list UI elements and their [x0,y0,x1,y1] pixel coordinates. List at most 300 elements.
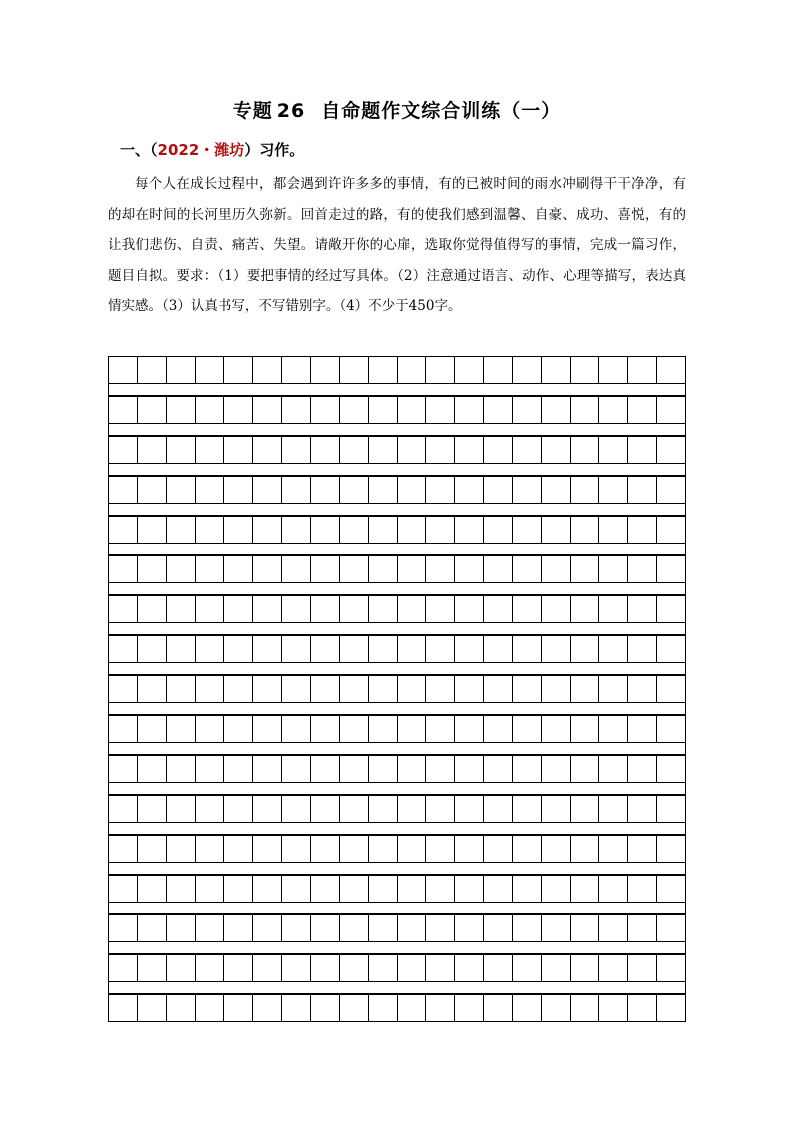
writing-cell[interactable] [282,596,311,623]
writing-cell[interactable] [196,437,225,464]
writing-cell[interactable] [340,756,369,783]
writing-cell[interactable] [138,955,167,982]
writing-cell[interactable] [628,836,657,863]
writing-cell[interactable] [224,876,253,903]
writing-cell[interactable] [657,836,686,863]
writing-cell[interactable] [571,915,600,942]
writing-cell[interactable] [196,836,225,863]
writing-cell[interactable] [398,357,427,384]
writing-cell[interactable] [599,955,628,982]
writing-cell[interactable] [455,397,484,424]
writing-cell[interactable] [340,517,369,544]
writing-cell[interactable] [599,596,628,623]
writing-cell[interactable] [253,995,282,1022]
writing-cell[interactable] [138,556,167,583]
writing-cell[interactable] [138,836,167,863]
writing-cell[interactable] [138,716,167,743]
writing-cell[interactable] [311,955,340,982]
writing-cell[interactable] [340,995,369,1022]
writing-cell[interactable] [109,556,138,583]
writing-cell[interactable] [253,716,282,743]
writing-cell[interactable] [167,636,196,663]
writing-cell[interactable] [138,517,167,544]
writing-cell[interactable] [369,437,398,464]
writing-cell[interactable] [167,437,196,464]
writing-cell[interactable] [167,796,196,823]
writing-cell[interactable] [542,596,571,623]
writing-cell[interactable] [542,796,571,823]
writing-cell[interactable] [599,876,628,903]
writing-cell[interactable] [628,556,657,583]
writing-cell[interactable] [138,876,167,903]
writing-cell[interactable] [426,636,455,663]
writing-cell[interactable] [253,596,282,623]
writing-grid[interactable] [108,356,686,1034]
writing-cell[interactable] [455,955,484,982]
writing-cell[interactable] [138,995,167,1022]
writing-cell[interactable] [340,357,369,384]
writing-cell[interactable] [542,915,571,942]
writing-cell[interactable] [657,477,686,504]
writing-cell[interactable] [484,477,513,504]
writing-cell[interactable] [426,517,455,544]
writing-cell[interactable] [398,716,427,743]
writing-cell[interactable] [426,995,455,1022]
writing-cell[interactable] [369,995,398,1022]
writing-cell[interactable] [138,397,167,424]
writing-cell[interactable] [138,676,167,703]
writing-cell[interactable] [109,636,138,663]
writing-cell[interactable] [513,915,542,942]
writing-cell[interactable] [571,836,600,863]
writing-cell[interactable] [196,357,225,384]
writing-cell[interactable] [224,556,253,583]
writing-cell[interactable] [369,477,398,504]
writing-cell[interactable] [542,836,571,863]
writing-cell[interactable] [311,357,340,384]
writing-cell[interactable] [340,676,369,703]
writing-cell[interactable] [167,876,196,903]
writing-cell[interactable] [542,437,571,464]
writing-cell[interactable] [571,756,600,783]
writing-cell[interactable] [426,915,455,942]
writing-cell[interactable] [167,756,196,783]
writing-cell[interactable] [369,876,398,903]
writing-cell[interactable] [340,876,369,903]
writing-cell[interactable] [455,796,484,823]
writing-cell[interactable] [138,357,167,384]
writing-cell[interactable] [484,636,513,663]
writing-cell[interactable] [455,836,484,863]
writing-cell[interactable] [599,636,628,663]
writing-cell[interactable] [542,995,571,1022]
writing-cell[interactable] [513,676,542,703]
writing-cell[interactable] [513,636,542,663]
writing-cell[interactable] [657,437,686,464]
writing-cell[interactable] [167,357,196,384]
writing-cell[interactable] [628,636,657,663]
writing-cell[interactable] [224,836,253,863]
writing-cell[interactable] [628,437,657,464]
writing-cell[interactable] [340,596,369,623]
writing-cell[interactable] [484,397,513,424]
writing-cell[interactable] [224,517,253,544]
writing-cell[interactable] [542,477,571,504]
writing-cell[interactable] [398,756,427,783]
writing-cell[interactable] [542,357,571,384]
writing-cell[interactable] [513,995,542,1022]
writing-cell[interactable] [167,836,196,863]
writing-cell[interactable] [282,876,311,903]
writing-cell[interactable] [369,756,398,783]
writing-cell[interactable] [513,477,542,504]
writing-cell[interactable] [369,556,398,583]
writing-cell[interactable] [571,636,600,663]
writing-cell[interactable] [542,876,571,903]
writing-cell[interactable] [340,477,369,504]
writing-cell[interactable] [282,836,311,863]
writing-cell[interactable] [224,716,253,743]
writing-cell[interactable] [484,836,513,863]
writing-cell[interactable] [513,836,542,863]
writing-cell[interactable] [311,915,340,942]
writing-cell[interactable] [484,676,513,703]
writing-cell[interactable] [398,796,427,823]
writing-cell[interactable] [138,437,167,464]
writing-cell[interactable] [369,596,398,623]
writing-cell[interactable] [340,636,369,663]
writing-cell[interactable] [657,517,686,544]
writing-cell[interactable] [253,756,282,783]
writing-cell[interactable] [426,955,455,982]
writing-cell[interactable] [542,716,571,743]
writing-cell[interactable] [599,995,628,1022]
writing-cell[interactable] [398,676,427,703]
writing-cell[interactable] [282,397,311,424]
writing-cell[interactable] [311,397,340,424]
writing-cell[interactable] [253,397,282,424]
writing-cell[interactable] [542,517,571,544]
writing-cell[interactable] [253,876,282,903]
writing-cell[interactable] [426,676,455,703]
writing-cell[interactable] [224,596,253,623]
writing-cell[interactable] [599,676,628,703]
writing-cell[interactable] [513,955,542,982]
writing-cell[interactable] [571,796,600,823]
writing-cell[interactable] [599,437,628,464]
writing-cell[interactable] [109,676,138,703]
writing-cell[interactable] [167,995,196,1022]
writing-cell[interactable] [455,437,484,464]
writing-cell[interactable] [484,596,513,623]
writing-cell[interactable] [282,676,311,703]
writing-cell[interactable] [282,756,311,783]
writing-cell[interactable] [369,636,398,663]
writing-cell[interactable] [167,676,196,703]
writing-cell[interactable] [311,796,340,823]
writing-cell[interactable] [282,477,311,504]
writing-cell[interactable] [224,915,253,942]
writing-cell[interactable] [196,756,225,783]
writing-cell[interactable] [398,636,427,663]
writing-cell[interactable] [311,556,340,583]
writing-cell[interactable] [253,636,282,663]
writing-cell[interactable] [426,716,455,743]
writing-cell[interactable] [571,437,600,464]
writing-cell[interactable] [311,876,340,903]
writing-cell[interactable] [196,517,225,544]
writing-cell[interactable] [657,397,686,424]
writing-cell[interactable] [628,995,657,1022]
writing-cell[interactable] [628,357,657,384]
writing-cell[interactable] [253,477,282,504]
writing-cell[interactable] [455,556,484,583]
writing-cell[interactable] [599,397,628,424]
writing-cell[interactable] [167,716,196,743]
writing-cell[interactable] [657,556,686,583]
writing-cell[interactable] [455,716,484,743]
writing-cell[interactable] [311,596,340,623]
writing-cell[interactable] [571,955,600,982]
writing-cell[interactable] [455,517,484,544]
writing-cell[interactable] [455,357,484,384]
writing-cell[interactable] [253,676,282,703]
writing-cell[interactable] [369,397,398,424]
writing-cell[interactable] [513,556,542,583]
writing-cell[interactable] [167,477,196,504]
writing-cell[interactable] [426,357,455,384]
writing-cell[interactable] [628,915,657,942]
writing-cell[interactable] [628,397,657,424]
writing-cell[interactable] [224,955,253,982]
writing-cell[interactable] [224,756,253,783]
writing-cell[interactable] [542,756,571,783]
writing-cell[interactable] [484,756,513,783]
writing-cell[interactable] [542,955,571,982]
writing-cell[interactable] [196,556,225,583]
writing-cell[interactable] [282,636,311,663]
writing-cell[interactable] [513,437,542,464]
writing-cell[interactable] [657,636,686,663]
writing-cell[interactable] [138,796,167,823]
writing-cell[interactable] [484,437,513,464]
writing-cell[interactable] [282,437,311,464]
writing-cell[interactable] [455,915,484,942]
writing-cell[interactable] [196,955,225,982]
writing-cell[interactable] [398,477,427,504]
writing-cell[interactable] [282,556,311,583]
writing-cell[interactable] [224,995,253,1022]
writing-cell[interactable] [138,477,167,504]
writing-cell[interactable] [109,995,138,1022]
writing-cell[interactable] [628,596,657,623]
writing-cell[interactable] [426,397,455,424]
writing-cell[interactable] [196,876,225,903]
writing-cell[interactable] [455,676,484,703]
writing-cell[interactable] [224,676,253,703]
writing-cell[interactable] [628,955,657,982]
writing-cell[interactable] [657,756,686,783]
writing-cell[interactable] [571,477,600,504]
writing-cell[interactable] [340,915,369,942]
writing-cell[interactable] [484,716,513,743]
writing-cell[interactable] [571,995,600,1022]
writing-cell[interactable] [426,437,455,464]
writing-cell[interactable] [513,756,542,783]
writing-cell[interactable] [138,636,167,663]
writing-cell[interactable] [571,676,600,703]
writing-cell[interactable] [311,517,340,544]
writing-cell[interactable] [340,836,369,863]
writing-cell[interactable] [599,716,628,743]
writing-cell[interactable] [484,876,513,903]
writing-cell[interactable] [657,357,686,384]
writing-cell[interactable] [109,756,138,783]
writing-cell[interactable] [167,596,196,623]
writing-cell[interactable] [513,397,542,424]
writing-cell[interactable] [542,636,571,663]
writing-cell[interactable] [138,915,167,942]
writing-cell[interactable] [224,477,253,504]
writing-cell[interactable] [253,437,282,464]
writing-cell[interactable] [657,716,686,743]
writing-cell[interactable] [196,636,225,663]
writing-cell[interactable] [628,676,657,703]
writing-cell[interactable] [109,716,138,743]
writing-cell[interactable] [628,796,657,823]
writing-cell[interactable] [599,556,628,583]
writing-cell[interactable] [224,796,253,823]
writing-cell[interactable] [398,876,427,903]
writing-cell[interactable] [196,796,225,823]
writing-cell[interactable] [571,596,600,623]
writing-cell[interactable] [513,796,542,823]
writing-cell[interactable] [167,915,196,942]
writing-cell[interactable] [109,477,138,504]
writing-cell[interactable] [196,477,225,504]
writing-cell[interactable] [311,477,340,504]
writing-cell[interactable] [282,915,311,942]
writing-cell[interactable] [369,836,398,863]
writing-cell[interactable] [599,756,628,783]
writing-cell[interactable] [282,796,311,823]
writing-cell[interactable] [657,955,686,982]
writing-cell[interactable] [196,596,225,623]
writing-cell[interactable] [455,876,484,903]
writing-cell[interactable] [109,596,138,623]
writing-cell[interactable] [282,995,311,1022]
writing-cell[interactable] [340,955,369,982]
writing-cell[interactable] [571,556,600,583]
writing-cell[interactable] [109,915,138,942]
writing-cell[interactable] [282,716,311,743]
writing-cell[interactable] [224,636,253,663]
writing-cell[interactable] [253,556,282,583]
writing-cell[interactable] [657,915,686,942]
writing-cell[interactable] [340,796,369,823]
writing-cell[interactable] [455,596,484,623]
writing-cell[interactable] [628,477,657,504]
writing-cell[interactable] [253,836,282,863]
writing-cell[interactable] [484,556,513,583]
writing-cell[interactable] [628,517,657,544]
writing-cell[interactable] [484,955,513,982]
writing-cell[interactable] [340,716,369,743]
writing-cell[interactable] [282,357,311,384]
writing-cell[interactable] [138,756,167,783]
writing-cell[interactable] [398,517,427,544]
writing-cell[interactable] [599,796,628,823]
writing-cell[interactable] [542,676,571,703]
writing-cell[interactable] [542,556,571,583]
writing-cell[interactable] [657,876,686,903]
writing-cell[interactable] [398,836,427,863]
writing-cell[interactable] [571,517,600,544]
writing-cell[interactable] [398,596,427,623]
writing-cell[interactable] [369,517,398,544]
writing-cell[interactable] [109,517,138,544]
writing-cell[interactable] [426,556,455,583]
writing-cell[interactable] [542,397,571,424]
writing-cell[interactable] [311,716,340,743]
writing-cell[interactable] [311,676,340,703]
writing-cell[interactable] [311,437,340,464]
writing-cell[interactable] [628,876,657,903]
writing-cell[interactable] [253,955,282,982]
writing-cell[interactable] [340,556,369,583]
writing-cell[interactable] [484,517,513,544]
writing-cell[interactable] [484,357,513,384]
writing-cell[interactable] [513,517,542,544]
writing-cell[interactable] [167,955,196,982]
writing-cell[interactable] [196,716,225,743]
writing-cell[interactable] [282,517,311,544]
writing-cell[interactable] [426,756,455,783]
writing-cell[interactable] [138,596,167,623]
writing-cell[interactable] [109,357,138,384]
writing-cell[interactable] [426,836,455,863]
writing-cell[interactable] [571,716,600,743]
writing-cell[interactable] [628,716,657,743]
writing-cell[interactable] [398,397,427,424]
writing-cell[interactable] [455,636,484,663]
writing-cell[interactable] [224,437,253,464]
writing-cell[interactable] [224,357,253,384]
writing-cell[interactable] [369,716,398,743]
writing-cell[interactable] [426,477,455,504]
writing-cell[interactable] [599,915,628,942]
writing-cell[interactable] [513,596,542,623]
writing-cell[interactable] [109,397,138,424]
writing-cell[interactable] [253,357,282,384]
writing-cell[interactable] [599,517,628,544]
writing-cell[interactable] [369,676,398,703]
writing-cell[interactable] [311,995,340,1022]
writing-cell[interactable] [253,796,282,823]
writing-cell[interactable] [513,716,542,743]
writing-cell[interactable] [196,397,225,424]
writing-cell[interactable] [426,796,455,823]
writing-cell[interactable] [224,397,253,424]
writing-cell[interactable] [398,437,427,464]
writing-cell[interactable] [282,955,311,982]
writing-cell[interactable] [513,357,542,384]
writing-cell[interactable] [426,596,455,623]
writing-cell[interactable] [599,836,628,863]
writing-cell[interactable] [196,995,225,1022]
writing-cell[interactable] [311,756,340,783]
writing-cell[interactable] [455,756,484,783]
